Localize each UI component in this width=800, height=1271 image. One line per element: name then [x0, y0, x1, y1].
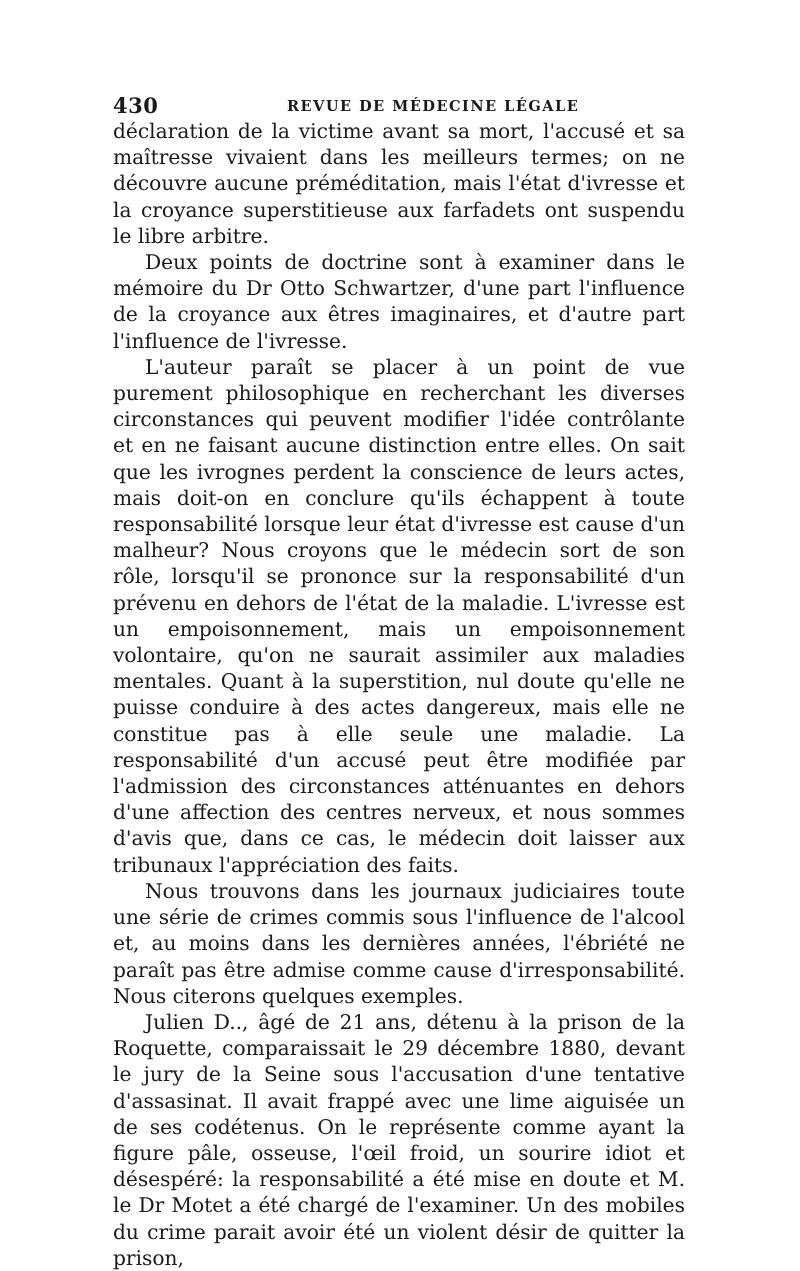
- page-number: 430: [113, 93, 159, 118]
- paragraph: Julien D.., âgé de 21 ans, détenu à la prison de la Roquette, comparaissait le 29 décembre 1880, devant le jury de la Seine sous l'accusation d'une tentative d'assasinat. Il avait frappé avec une lime aiguisée un de ses codétenus. On le représente comme ayant la figure pâle, osseuse, l'œil froid, un sourire idiot et désespéré: la responsabilité a été mise en doute et M. le Dr Motet a été chargé de l'examiner. Un des mobiles du crime parait avoir été un violent désir de quitter la prison,: [113, 1009, 685, 1270]
- paragraph: L'auteur paraît se placer à un point de vue purement philosophique en recherchant les diverses circonstances qui peuvent modifier l'idée contrôlante et en ne faisant aucune distinction entre elles. On sait que les ivrognes perdent la conscience de leurs actes, mais doit-on en conclure qu'ils échappent à toute responsabilité lorsque leur état d'ivresse est cause d'un malheur? Nous croyons que le médecin sort de son rôle, lorsqu'il se prononce sur la responsabilité d'un prévenu en dehors de l'état de la maladie. L'ivresse est un empoisonnement, mais un empoisonnement volontaire, qu'on ne saurait assimiler aux maladies mentales. Quant à la superstition, nul doute qu'elle ne puisse conduire à des actes dangereux, mais elle ne constitue pas à elle seule une maladie. La responsabilité d'un accusé peut être modifiée par l'admission des circonstances atténuantes en dehors d'une affection des centres nerveux, et nous sommes d'avis que, dans ce cas, le médecin doit laisser aux tribunaux l'appréciation des faits.: [113, 354, 685, 877]
- body-text: [113, 118, 685, 1271]
- running-head: REVUE DE MÉDECINE LÉGALE: [287, 98, 580, 115]
- paragraph: déclaration de la victime avant sa mort, l'accusé et sa maîtresse vivaient dans les meilleurs termes; on ne découvre aucune préméditation, mais l'état d'ivresse et la croyance superstitieuse aux farfadets ont suspendu le libre arbitre.: [113, 119, 685, 248]
- page-header: [113, 93, 685, 121]
- paragraph: Deux points de doctrine sont à examiner dans le mémoire du Dr Otto Schwartzer, d'une part l'influence de la croyance aux êtres imaginaires, et d'autre part l'influence de l'ivresse.: [113, 250, 685, 353]
- paragraph: Nous trouvons dans les journaux judiciaires toute une série de crimes commis sous l'influence de l'alcool et, au moins dans les dernières années, l'ébriété ne paraît pas être admise comme cause d'irresponsabilité. Nous citerons quelques exemples.: [113, 878, 685, 1008]
